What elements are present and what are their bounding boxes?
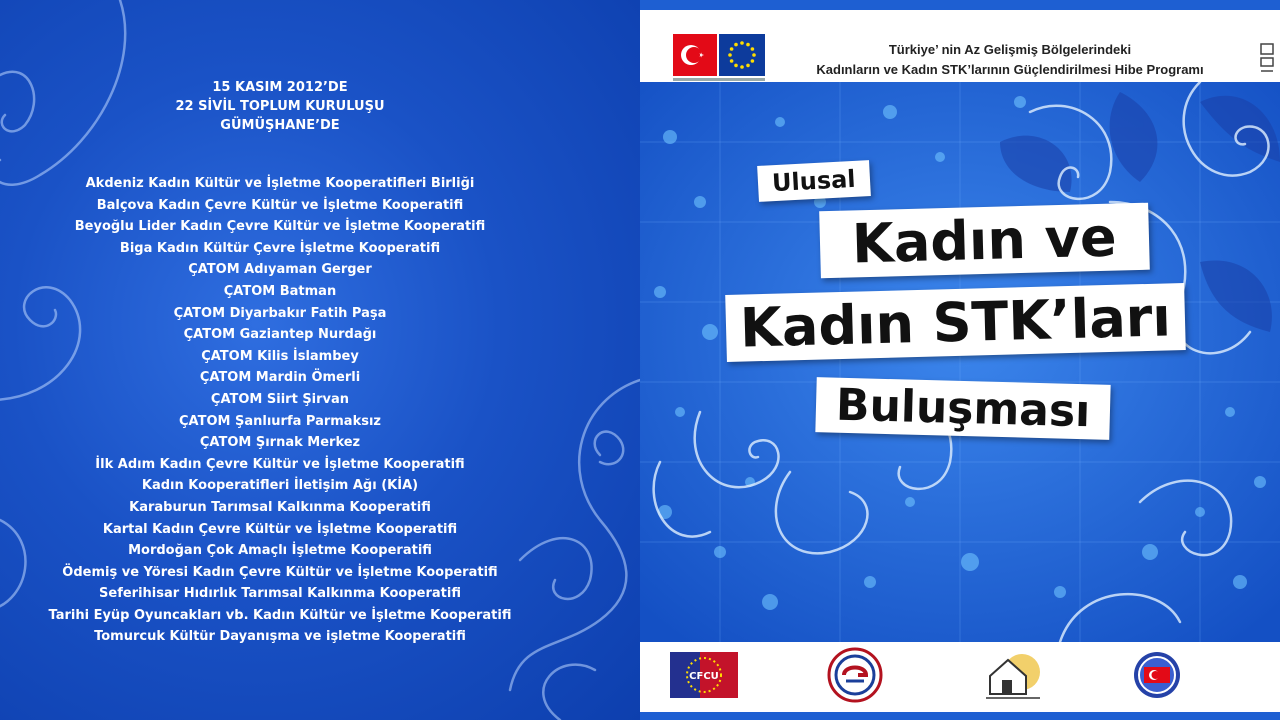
organization-item: ÇATOM Şanlıurfa Parmaksız [179, 413, 381, 429]
heading-line: 15 KASIM 2012’DE [212, 80, 348, 95]
heading-line: 22 SİVİL TOPLUM KURULUŞU [175, 99, 385, 114]
eu-flag-icon [719, 34, 765, 76]
banner-ulusal: Ulusal [757, 160, 870, 202]
house-logo [982, 648, 1044, 702]
program-header [640, 10, 1280, 82]
cfcu-logo [670, 652, 738, 698]
organization-item: Ödemiş ve Yöresi Kadın Çevre Kültür ve İşletme Kooperatifi [62, 564, 498, 580]
banner-bulusmasi: Buluşması [815, 377, 1111, 440]
program-title [770, 40, 1250, 80]
organization-item: Biga Kadın Kültür Çevre İşletme Kooperatifi [119, 240, 441, 256]
organization-item: ÇATOM Mardin Ömerli [199, 370, 361, 386]
organization-item: Beyoğlu Lider Kadın Çevre Kültür ve İşletme Kooperatifi [74, 219, 486, 235]
organization-item: Kadın Kooperatifleri İletişim Ağı (KİA) [141, 478, 419, 494]
organization-item: Seferihisar Hıdırlık Tarımsal Kalkınma Kooperatifi [99, 586, 461, 602]
cfcu-text: CFCU [689, 671, 719, 682]
organization-list [0, 173, 560, 648]
right-panel [640, 0, 1280, 720]
event-heading [0, 78, 560, 135]
organization-item: ÇATOM Adıyaman Gerger [188, 262, 372, 278]
flag-caption-strip [673, 78, 765, 81]
organization-item: ÇATOM Gaziantep Nurdağı [183, 327, 377, 343]
program-title-line: Kadınların ve Kadın STK’larının Güçlendirilmesi Hibe Programı [816, 62, 1204, 77]
organization-item: ÇATOM Diyarbakır Fatih Paşa [173, 305, 387, 321]
ministry-emblem-icon [1257, 40, 1277, 80]
dotted-swirl-background [640, 82, 1280, 642]
organization-item: İlk Adım Kadın Çevre Kültür ve İşletme Kooperatifi [95, 456, 465, 472]
partner-logos-bar [640, 642, 1280, 712]
organization-item: Akdeniz Kadın Kültür ve İşletme Kooperatifleri Birliği [85, 176, 475, 191]
organization-item: Balçova Kadın Çevre Kültür ve İşletme Kooperatifi [96, 197, 464, 213]
organization-item: Mordoğan Çok Amaçlı İşletme Kooperatifi [128, 543, 432, 559]
organization-item: ÇATOM Kilis İslambey [201, 348, 359, 364]
organization-item: Karaburun Tarımsal Kalkınma Kooperatifi [129, 499, 431, 515]
turkey-flag-icon [673, 34, 717, 76]
flag-emblem-logo [1132, 650, 1182, 700]
organization-item: ÇATOM Batman [223, 283, 337, 299]
organization-item: ÇATOM Siirt Şirvan [210, 391, 350, 407]
banner-kadin-stklari: Kadın STK’ları [725, 283, 1185, 362]
banner-kadin-ve: Kadın ve [819, 203, 1149, 279]
program-title-line: Türkiye’ nin Az Gelişmiş Bölgelerindeki [888, 42, 1132, 57]
organization-item: Tarihi Eyüp Oyuncakları vb. Kadın Kültür ve İşletme Kooperatifi [48, 607, 512, 623]
organization-item: Kartal Kadın Çevre Kültür ve İşletme Kooperatifi [102, 521, 458, 537]
heading-line: GÜMÜŞHANE’DE [220, 118, 340, 133]
organization-item: Tomurcuk Kültür Dayanışma ve işletme Kooperatifi [94, 629, 466, 645]
organization-item: ÇATOM Şırnak Merkez [199, 435, 361, 451]
seal-logo [826, 647, 884, 703]
